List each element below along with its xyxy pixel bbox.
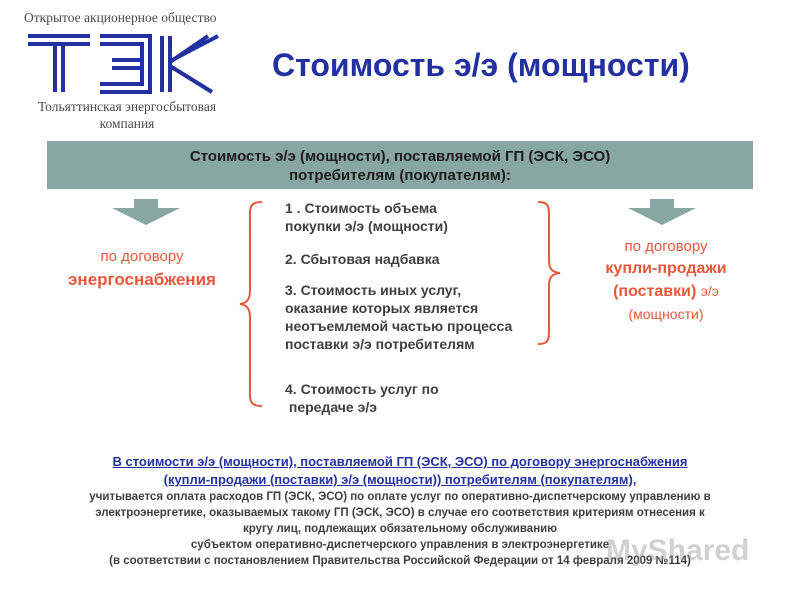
component-4 xyxy=(285,380,439,416)
logo-bottom-text xyxy=(22,98,232,132)
component-3 xyxy=(285,281,512,353)
right-branch-line4: (мощности) xyxy=(628,306,704,322)
cost-banner xyxy=(47,141,753,189)
component-4-line1: 4. Стоимость услуг по xyxy=(285,381,439,397)
footer-main-line1: В стоимости э/э (мощности), поставляемой ГП (ЭСК, ЭСО) по договору энергоснабжения xyxy=(112,454,688,469)
component-3-line3: неотъемлемой частью процесса xyxy=(285,318,513,334)
watermark: MyShared xyxy=(606,534,750,567)
right-branch-line1: по договору xyxy=(624,238,708,255)
left-branch-line1: по договору xyxy=(100,248,184,265)
company-logo xyxy=(22,10,232,135)
right-branch-line3 xyxy=(586,280,746,303)
left-brace xyxy=(236,198,266,410)
component-2-line1: 2. Сбытовая надбавка xyxy=(285,251,440,267)
footer-body-line2: электроэнергетике, оказываемых такому ГП (ЭСК, ЭСО) в случае его соответствия критериям отнесения к xyxy=(95,507,705,519)
component-3-line4: поставки э/э потребителям xyxy=(285,336,475,352)
component-1-line1: 1 . Стоимость объема xyxy=(285,200,437,216)
component-3-line1: 3. Стоимость иных услуг, xyxy=(285,282,462,298)
slide-title: Стоимость э/э (мощности) xyxy=(272,47,690,83)
footer-body-line3: кругу лиц, подлежащих обязательному обслуживанию xyxy=(242,523,558,535)
component-3-line2: оказание которых является xyxy=(285,300,479,316)
footer-body-line1: учитывается оплата расходов ГП (ЭСК, ЭСО) по оплате услуг по оперативно-диспетчерскому управлению в xyxy=(89,491,711,503)
logo-bottom-line1: Тольяттинская энергосбытовая xyxy=(37,99,217,114)
right-branch-line3b: э/э xyxy=(700,283,719,299)
down-arrow-left-icon xyxy=(112,199,180,225)
banner-line1: Стоимость э/э (мощности), поставляемой ГП (ЭСК, ЭСО) xyxy=(189,148,611,165)
down-arrow-right-icon xyxy=(628,199,696,225)
banner-line2: потребителям (покупателям): xyxy=(289,167,511,184)
right-branch-label xyxy=(586,236,746,325)
logo-top-text: Открытое акционерное общество xyxy=(24,10,217,25)
right-branch-line2: купли-продажи xyxy=(605,260,727,277)
component-2 xyxy=(285,250,440,268)
component-1 xyxy=(285,199,448,235)
logo-bottom-line2: компания xyxy=(99,116,155,131)
footer-body-line5: (в соответствии с постановлением Правительства Российской Федерации от 14 февраля 2009 №114) xyxy=(109,555,691,567)
tek-logo-mark xyxy=(24,30,224,96)
left-branch-label xyxy=(52,246,232,292)
footer-main-line2: (купли-продажи (поставки) э/э (мощности)) потребителям (покупателям), xyxy=(163,472,637,487)
footer-body-line4: субъектом оперативно-диспетчерского управления в электроэнергетике xyxy=(190,539,610,551)
right-branch-line3a: (поставки) xyxy=(613,283,697,300)
right-brace xyxy=(534,198,564,348)
component-1-line2: покупки э/э (мощности) xyxy=(285,218,448,234)
left-branch-line2: энергоснабжения xyxy=(68,270,216,289)
component-4-line2: передаче э/э xyxy=(285,399,377,415)
